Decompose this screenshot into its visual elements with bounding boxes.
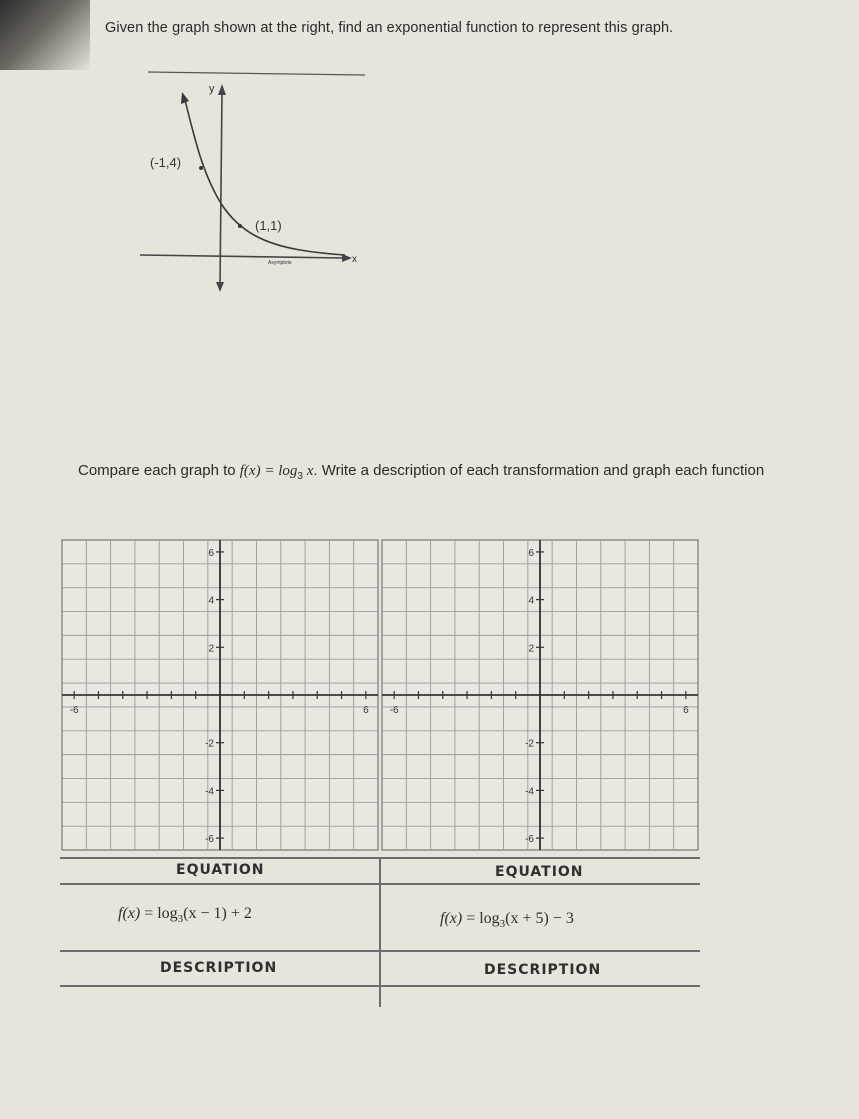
y-tick-label: 4 <box>528 595 534 607</box>
point-label-neg1-4: (-1,4) <box>150 155 182 170</box>
table-rule-header <box>60 883 700 885</box>
equation-right-base: 3 <box>499 918 506 931</box>
x-axis-label: x <box>352 254 357 265</box>
compare-text-before: Compare each graph to <box>78 462 240 479</box>
y-tick-label: 2 <box>528 643 534 655</box>
y-tick-label: 6 <box>528 547 534 559</box>
x-tick-label: -6 <box>69 705 79 716</box>
equation-left-base: 3 <box>177 913 184 926</box>
y-tick-label: -6 <box>525 834 534 846</box>
equation-left-lhs: f(x) <box>118 905 141 922</box>
equation-right-prefix: = log <box>462 910 500 927</box>
y-tick-label: 2 <box>208 643 214 655</box>
compare-function-var: x <box>302 463 314 479</box>
y-tick-label: -4 <box>205 786 214 798</box>
coordinate-grid-left[interactable] <box>62 540 382 860</box>
compare-instructions <box>78 460 838 488</box>
table-rule-description <box>60 985 700 987</box>
compare-text-after: . Write a description of each transformation and graph each function <box>313 462 765 479</box>
asymptote-note: Asymptote <box>268 260 292 266</box>
description-header-left: DESCRIPTION <box>160 960 278 976</box>
point-neg1-4-marker <box>199 166 203 170</box>
compare-function: f(x) = log <box>239 463 298 479</box>
equation-left-suffix: (x − 1) + 2 <box>183 905 252 922</box>
graph-top-rule <box>148 72 365 75</box>
equation-right-suffix: (x + 5) − 3 <box>505 910 574 927</box>
curve-end-arrow-icon <box>181 92 189 104</box>
coordinate-grid-right[interactable] <box>382 540 702 860</box>
equation-right-lhs: f(x) <box>440 910 463 927</box>
y-tick-label: 6 <box>208 547 214 559</box>
equation-header-left: EQUATION <box>176 862 265 878</box>
description-header-right: DESCRIPTION <box>484 962 602 978</box>
y-tick-label: -2 <box>205 738 214 750</box>
y-tick-label: -6 <box>205 834 214 846</box>
y-axis-down-arrow-icon <box>216 282 224 292</box>
y-axis-label: y <box>209 83 215 95</box>
y-tick-label: -2 <box>525 738 534 750</box>
x-axis <box>140 255 345 258</box>
x-tick-label: -6 <box>389 705 399 716</box>
equation-header-right: EQUATION <box>495 864 584 880</box>
problem-prompt: Given the graph shown at the right, find an exponential function to represent this graph. <box>105 20 674 36</box>
x-tick-label: 6 <box>363 705 369 716</box>
y-axis-arrow-icon <box>218 84 226 95</box>
x-tick-label: 6 <box>683 705 689 716</box>
point-label-1-1: (1,1) <box>255 218 282 233</box>
y-tick-label: 4 <box>208 595 214 607</box>
equation-left-prefix: = log <box>140 905 178 922</box>
equation-right <box>440 910 574 930</box>
compare-function-base: 3 <box>297 471 303 482</box>
point-1-1-marker <box>238 224 242 228</box>
table-rule-mid <box>60 950 700 952</box>
equation-left <box>118 905 252 925</box>
y-tick-label: -4 <box>525 786 534 798</box>
